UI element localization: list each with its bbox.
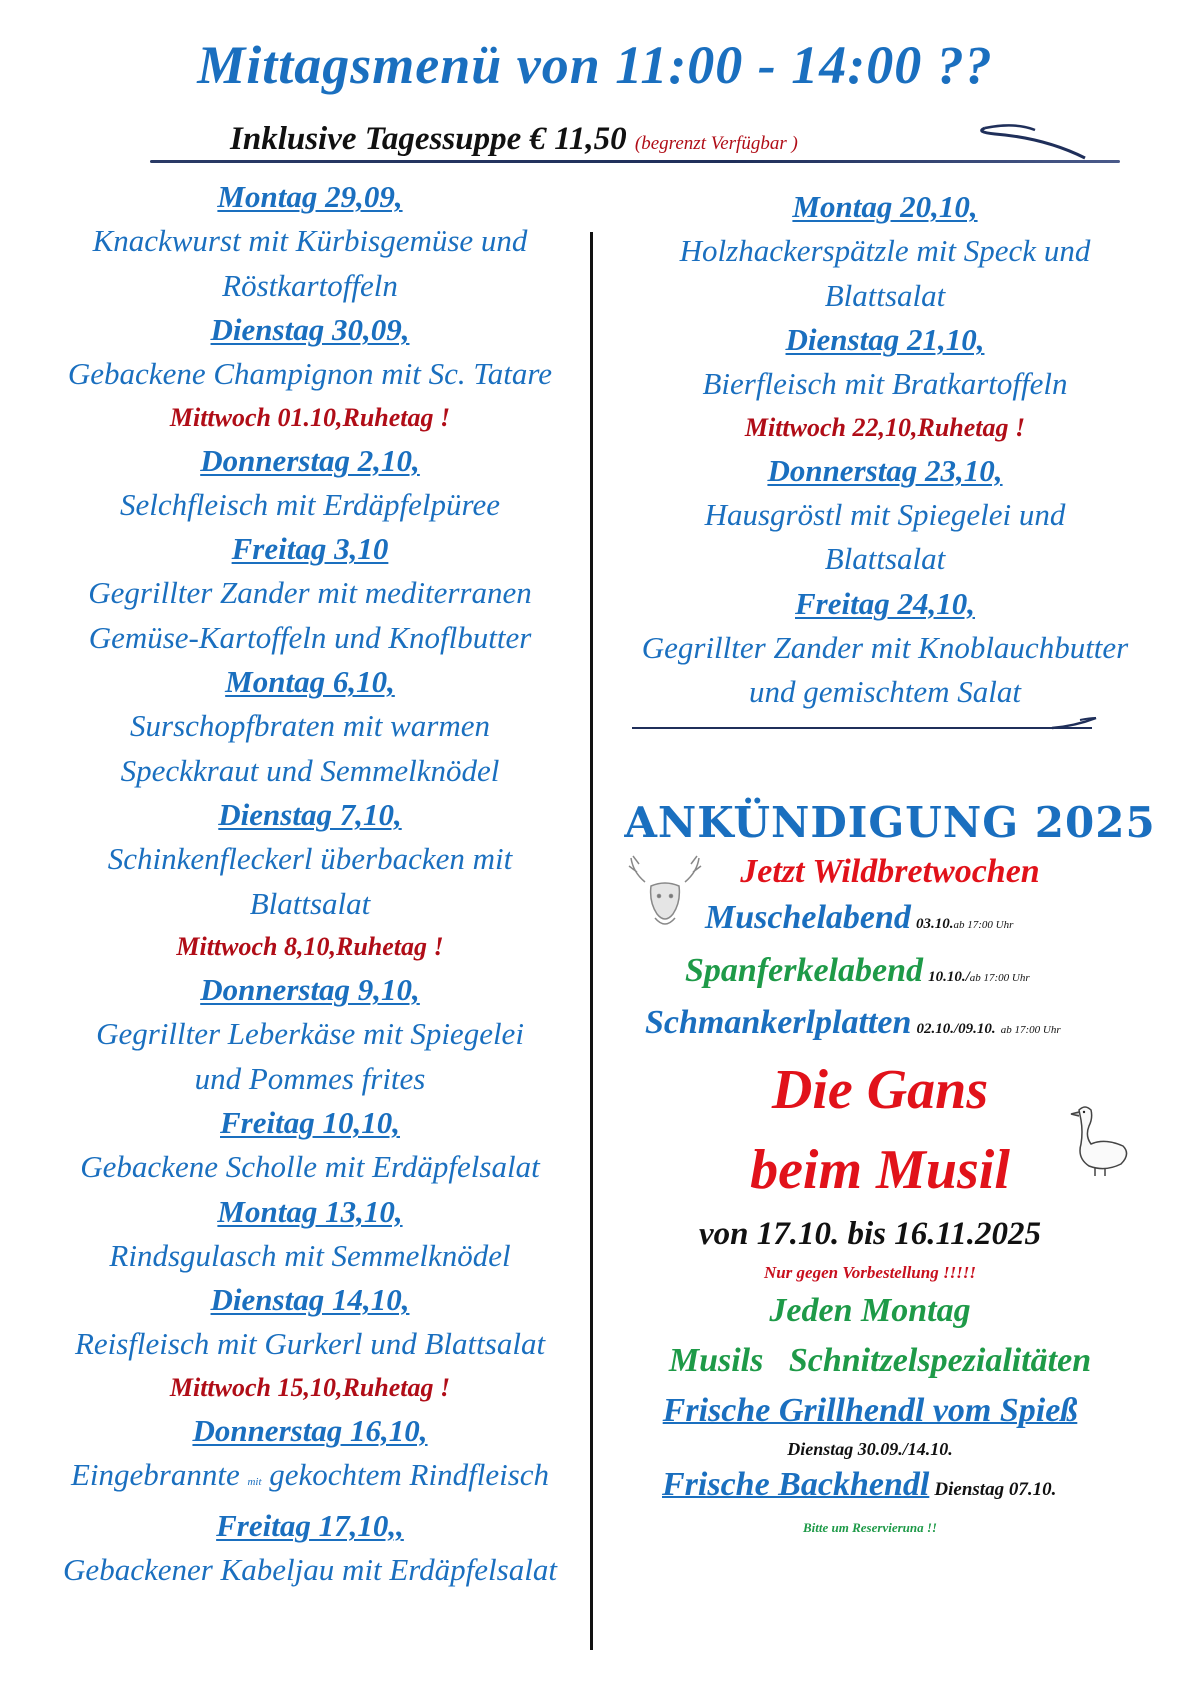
menu-dish: Selchfleisch mit Erdäpfelpüree	[120, 486, 500, 522]
menu-day-heading: Freitag 3,10	[231, 531, 389, 566]
announcement-title: ANKÜNDIGUNG 2025	[624, 798, 1156, 847]
rest-day-notice: Mittwoch 01.10,Ruhetag !	[169, 402, 451, 432]
grillhendl-dates: Dienstag 30.09./14.10.	[787, 1439, 953, 1459]
dish-line: Gegrillter Zander mit mediterranen	[88, 575, 532, 610]
dish-line: Surschopfbraten mit warmen	[130, 708, 490, 743]
dish-line: Röstkartoffeln	[222, 267, 398, 303]
rest-day-notice: Mittwoch 8,10,Ruhetag !	[176, 932, 444, 961]
menu-dish: Reisfleisch mit Gurkerl und Blattsalat	[74, 1326, 546, 1361]
backhendl-offer	[662, 1460, 1056, 1510]
menu-dish: Gebackener Kabeljau mit Erdäpfelsalat	[63, 1552, 557, 1587]
menu-day-heading: Dienstag 30,09,	[210, 312, 410, 347]
subtitle-price: Inklusive Tagessuppe € 11,50	[230, 121, 627, 157]
menu-column-right	[605, 185, 1165, 715]
event-muschelabend	[705, 895, 1013, 941]
schnitzel-specialties: Musils Schnitzelspezialitäten	[668, 1342, 1092, 1379]
dish-part-small: mit	[247, 1475, 262, 1488]
gans-heading-line2: beim Musil	[750, 1139, 1010, 1201]
menu-day-heading: Donnerstag 16,10,	[192, 1412, 428, 1448]
swash-icon	[975, 118, 1095, 163]
dish-line: Schinkenfleckerl überbacken mit	[107, 841, 513, 876]
menu-dish: Bierfleisch mit Bratkartoffeln	[702, 366, 1068, 401]
menu-day-heading: Dienstag 7,10,	[218, 797, 402, 832]
menu-column-left	[25, 175, 595, 1593]
menu-dish	[25, 837, 595, 926]
menu-day-heading: Montag 6,10,	[225, 664, 395, 699]
gans-dates: von 17.10. bis 16.11.2025	[699, 1216, 1041, 1252]
dish-line: und Pommes frites	[194, 1060, 426, 1096]
page-title: Mittagsmenü von 11:00 - 14:00 ??	[197, 35, 993, 95]
event-time: ab 17:00 Uhr	[969, 972, 1030, 984]
backhendl-label: Frische Backhendl	[662, 1466, 930, 1503]
dish-line: Blattsalat	[824, 277, 946, 313]
rest-day-notice: Mittwoch 15,10,Ruhetag !	[169, 1372, 451, 1402]
dish-line: und gemischtem Salat	[748, 674, 1022, 709]
menu-dish	[605, 626, 1165, 715]
event-date: 03.10.	[916, 916, 954, 932]
dish-line: Knackwurst mit Kürbisgemüse und	[92, 223, 528, 258]
menu-dish	[605, 229, 1165, 318]
grillhendl-offer: Frische Grillhendl vom Spieß	[662, 1392, 1078, 1429]
event-date: 10.10./	[928, 969, 970, 985]
event-date: 02.10./09.10.	[916, 1021, 996, 1037]
dish-line: Holzhackerspätzle mit Speck und	[679, 233, 1091, 268]
dish-part: Eingebrannte	[70, 1456, 248, 1492]
subtitle	[230, 118, 798, 165]
backhendl-date: Dienstag 07.10.	[934, 1479, 1057, 1500]
menu-dish: Gebackene Champignon mit Sc. Tatare	[67, 356, 553, 391]
menu-day-heading: Freitag 17,10,,	[216, 1508, 404, 1543]
rest-day-notice: Mittwoch 22,10,Ruhetag !	[744, 412, 1026, 442]
menu-day-heading: Dienstag 14,10,	[210, 1282, 410, 1317]
menu-day-heading: Donnerstag 9,10,	[200, 972, 420, 1007]
event-label: Schmankerlplatten	[645, 1004, 912, 1041]
menu-dish	[605, 493, 1165, 582]
goose-icon	[1065, 1102, 1135, 1177]
menu-day-heading: Montag 13,10,	[217, 1193, 403, 1229]
menu-dish: Gebackene Scholle mit Erdäpfelsalat	[80, 1149, 540, 1184]
menu-day-heading: Montag 20,10,	[792, 189, 978, 224]
menu-dish	[25, 219, 595, 308]
dish-line: Blattsalat	[249, 885, 371, 921]
event-time: ab 17:00 Uhr	[1000, 1024, 1061, 1036]
menu-dish	[25, 1012, 595, 1101]
dish-line: Speckkraut und Semmelknödel	[120, 752, 500, 788]
menu-dish	[25, 1453, 595, 1505]
menu-dish: Rindsgulasch mit Semmelknödel	[109, 1237, 511, 1273]
menu-day-heading: Donnerstag 2,10,	[200, 442, 420, 478]
dish-line: Hausgröstl mit Spiegelei und	[704, 496, 1066, 532]
dish-part: gekochtem Rindfleisch	[261, 1456, 550, 1492]
reservation-notice: Bitte um Reservieruna !!	[803, 1520, 937, 1535]
every-monday: Jeden Montag	[769, 1292, 971, 1329]
gans-heading-line1: Die Gans	[771, 1059, 989, 1121]
event-schmankerlplatten	[645, 1000, 1061, 1046]
swash-icon	[1050, 712, 1100, 732]
dish-line: Gegrillter Leberkäse mit Spiegelei	[96, 1016, 524, 1051]
event-label: Spanferkelabend	[685, 952, 923, 989]
menu-day-heading: Freitag 24,10,	[795, 585, 975, 621]
wildbret-heading: Jetzt Wildbretwochen	[740, 853, 1040, 890]
dish-line: Gegrillter Zander mit Knoblauchbutter	[641, 629, 1129, 665]
menu-day-heading: Montag 29,09,	[217, 179, 403, 214]
menu-day-heading: Freitag 10,10,	[220, 1105, 400, 1140]
event-time: ab 17:00 Uhr	[953, 919, 1014, 931]
preorder-notice: Nur gegen Vorbestellung !!!!!	[763, 1263, 977, 1282]
menu-day-heading: Dienstag 21,10,	[785, 322, 985, 357]
menu-dish	[25, 704, 595, 793]
dish-line: Blattsalat	[824, 541, 946, 576]
menu-dish	[25, 571, 595, 660]
subtitle-availability-note: (begrenzt Verfügbar )	[634, 133, 798, 154]
section-divider	[632, 727, 1092, 729]
dish-line: Gemüse-Kartoffeln und Knoflbutter	[88, 619, 532, 655]
event-spanferkelabend	[685, 948, 1030, 994]
event-label: Muschelabend	[705, 899, 911, 936]
menu-day-heading: Donnerstag 23,10,	[767, 452, 1003, 488]
